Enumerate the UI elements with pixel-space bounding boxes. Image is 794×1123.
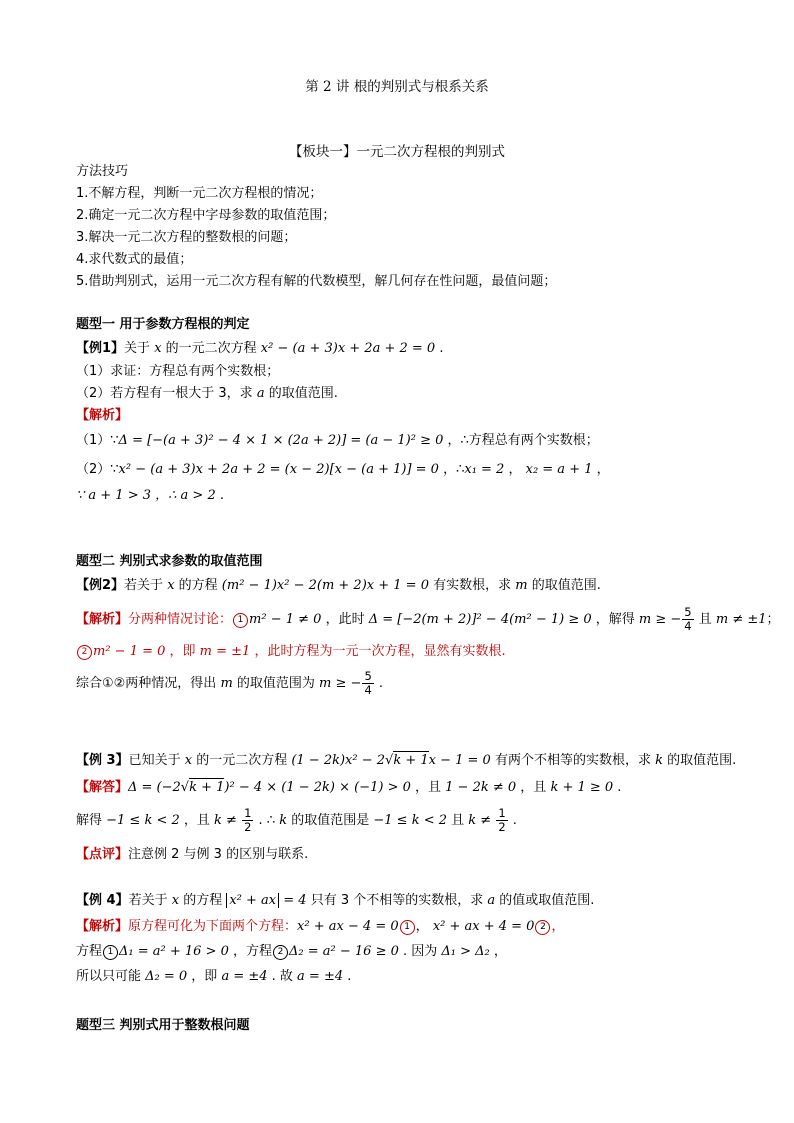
example-tag: 【例1】 [76,341,125,356]
circled-number-icon: 2 [77,645,92,660]
example-4-analysis: 【解析】原方程可化为下面两个方程：x² + ax − 4 = 0 1 ， x² + ax + 4 = 0 2 ， [76,919,565,934]
example-3-result: 解得 −1 ≤ k < 2 ，且 k ≠ $\frac{1}{2}$ . ∴ k 的取值范围是 −1 ≤ k < 2 且 k ≠ $\frac{1}{2}$ . [76,806,517,834]
method-item-3: 3.解决一元二次方程的整数根的问题； [76,230,297,245]
example-2-analysis: 【解析】分两种情况讨论： 1 m² − 1 ≠ 0 ，此时 Δ = [−2(m + 2)]² − 4(m² − 1) ≥ 0 ，解得 m ≥ − $\frac{5}{4}$ 且 m ≠ ±1； [76,605,780,633]
type2-heading: 题型二 判别式求参数的取值范围 [76,554,263,569]
solution-2: （2）∵x² − (a + 3)x + 2a + 2 = (x − 2)[x − (a + 1)] = 0 ，∴x₁ = 2 ， x₂ = a + 1 ， [76,462,610,477]
discriminant: Δ = [−(a + 3)² − 4 × 1 × (2a + 2)] = (a − 1)² ≥ 0 [118,433,444,448]
example-3: 【例 3】已知关于 x 的一元二次方程 (1 − 2k)x² − 2√k + 1x − 1 = 0 有两个不相等的实数根，求 k 的取值范围. [76,753,737,768]
example-1: 【例1】关于 x 的一元二次方程 x² − (a + 3)x + 2a + 2 = 0 . [76,341,444,356]
circled-number-icon: 2 [535,920,550,935]
analysis-tag: 【解析】 [76,408,129,423]
method-item-5: 5.借助判别式，运用一元二次方程有解的代数模型，解几何存在性问题，最值问题； [76,274,557,289]
example-2: 【例2】若关于 x 的方程 (m² − 1)x² − 2(m + 2)x + 1 = 0 有实数根，求 m 的取值范围. [76,578,601,593]
type3-heading: 题型三 判别式用于整数根问题 [76,1018,250,1033]
example-2-conclusion: 综合①②两种情况，得出 m 的取值范围为 m ≥ − $\frac{5}{4}$ . [76,669,384,697]
example-1-part-2: （2）若方程有一根大于 3，求 a 的取值范围. [76,386,338,401]
lecture-title: 第 2 讲 根的判别式与根系关系 [305,79,489,95]
type1-heading: 题型一 用于参数方程根的判定 [76,317,250,332]
example-2-case-2: 2 m² − 1 = 0 ，即 m = ±1 ，此时方程为一元一次方程，显然有实数根. [76,643,734,661]
method-item-2: 2.确定一元二次方程中字母参数的取值范围； [76,208,336,223]
example-3-comment: 【点评】注意例 2 与例 3 的区别与联系. [76,847,309,862]
circled-number-icon: 1 [103,945,118,960]
equation: x² − (a + 3)x + 2a + 2 = 0 [260,341,436,356]
example-3-answer: 【解答】Δ = (−2√k + 1)² − 4 × (1 − 2k) × (−1) > 0 ，且 1 − 2k ≠ 0 ，且 k + 1 ≥ 0 . [76,780,622,795]
circled-number-icon: 1 [400,920,415,935]
method-heading: 方法技巧 [76,164,129,179]
fraction: $\frac{5}{4}$ [684,605,692,633]
example-4: 【例 4】若关于 x 的方程 x² + ax = 4 只有 3 个不相等的实数根，求 a 的值或取值范围. [76,893,595,908]
example-4-line-2: 方程 1 Δ₁ = a² + 16 > 0 ，方程 2 Δ₂ = a² − 16 ≥ 0 . 因为 Δ₁ > Δ₂ ， [76,944,507,959]
circled-number-icon: 1 [233,613,248,628]
circled-number-icon: 2 [273,945,288,960]
fraction: $\frac{5}{4}$ [364,669,372,697]
method-item-1: 1.不解方程，判断一元二次方程根的情况； [76,186,323,201]
solution-3: ∵ a + 1 > 3 ，∴ a > 2 . [76,488,224,503]
method-item-4: 4.求代数式的最值； [76,252,193,267]
fraction: $\frac{1}{2}$ [498,806,506,834]
block-title: 【板块一】一元二次方程根的判别式 [289,144,505,160]
solution-1: （1）∵Δ = [−(a + 3)² − 4 × 1 × (2a + 2)] = (a − 1)² ≥ 0 ，∴方程总有两个实数根； [76,433,599,448]
fraction: $\frac{1}{2}$ [244,806,252,834]
example-4-line-3: 所以只可能 Δ₂ = 0 ，即 a = ±4 . 故 a = ±4 . [76,969,352,984]
example-1-part-1: （1）求证：方程总有两个实数根； [76,364,280,379]
